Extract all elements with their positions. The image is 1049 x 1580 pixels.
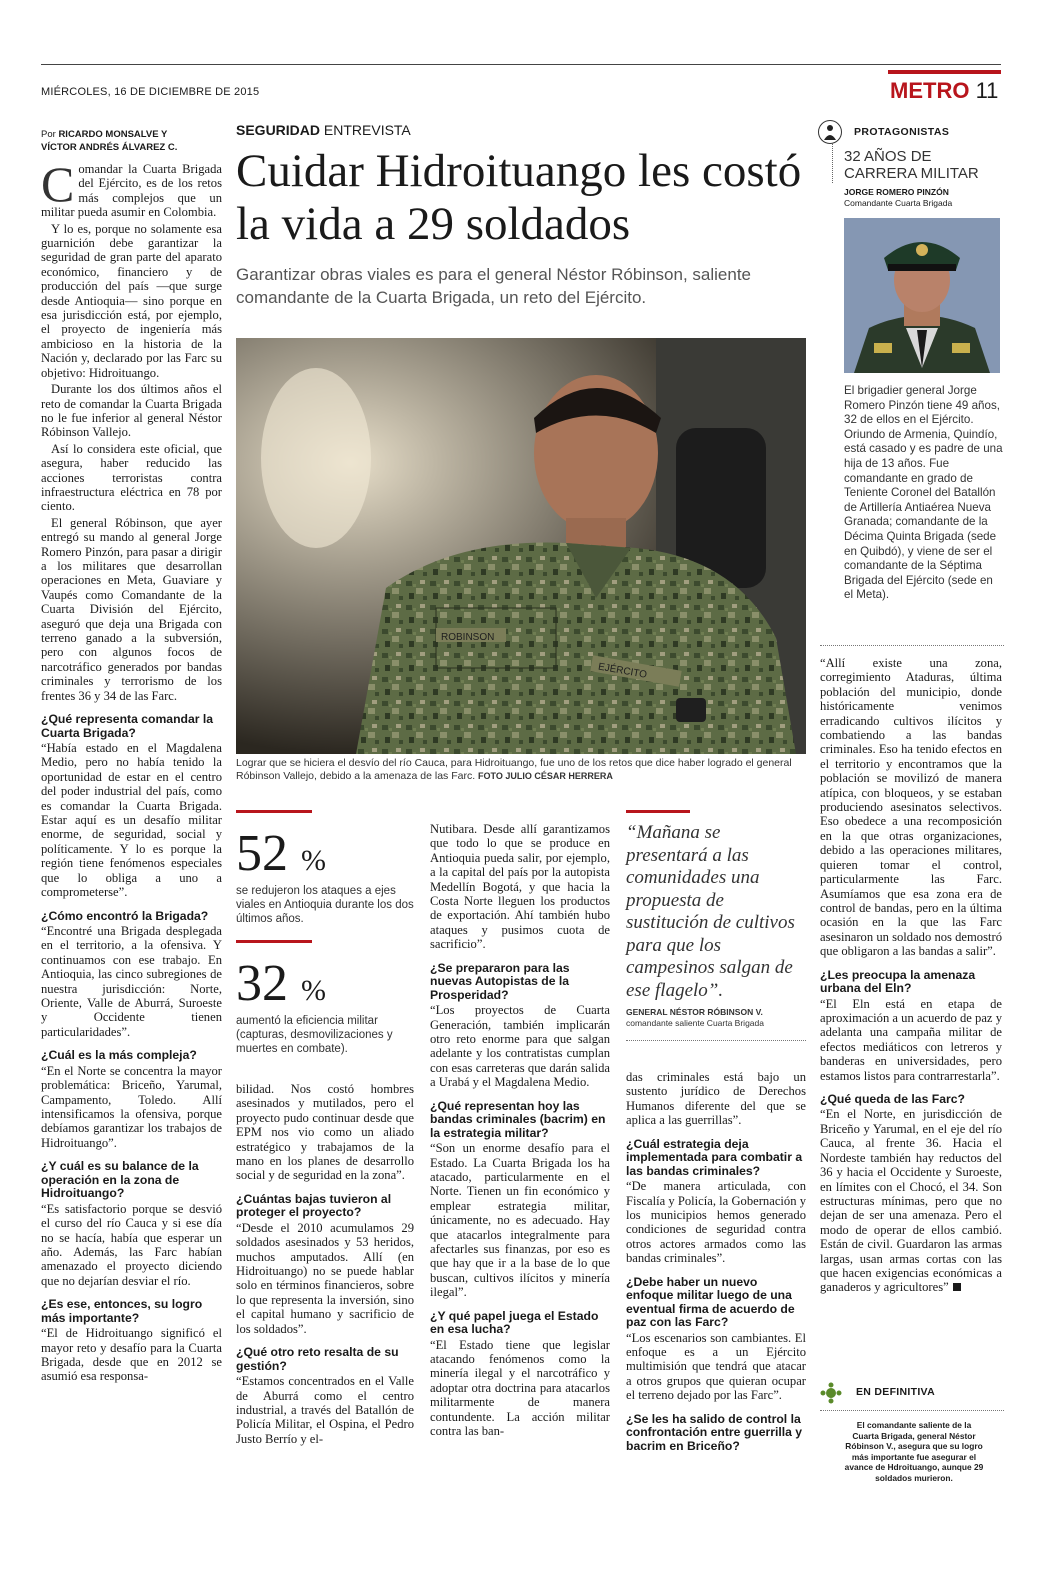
interview-question: ¿Cuántas bajas tuvieron al proteger el proyecto? <box>236 1191 392 1220</box>
summary-text: El comandante saliente de la Cuarta Brigada, general Néstor Róbinson V., asegura que su logro más importante fue asegurar el avance de Hdroituango, aunque 29 soldados murieron. <box>844 1420 984 1483</box>
profile-photo <box>844 218 1000 373</box>
main-photo <box>236 338 806 754</box>
person-icon <box>818 120 842 144</box>
end-mark <box>953 1283 961 1291</box>
page-number: 11 <box>975 78 999 103</box>
interview-answer: “Los proyectos de Cuarta Generación, también implicarán otro reto enorme para que salgan adelante y los contratistas cumplan con esas carreteras que darán salida a Urabá y el Magdalena Medio. <box>430 1003 610 1090</box>
interview-answer: “Estamos concentrados en el Valle de Aburrá como el centro industrial, a través del Batallón de Policía Militar, el Ospina, el Pedro Justo Berrío y el- <box>236 1374 414 1446</box>
interview-answer: “Encontré una Brigada desplegada en el territorio, a la ofensiva. Y continuamos con ese trabajo. En Antioquia, las cinco subregiones de nuestra jurisdicción: Norte, Oriente, Valle de Aburrá, Suroeste y Occidente tienen particularidades”. <box>41 924 222 1039</box>
interview-answer: “El Estado tiene que legislar atacando fenómenos como la minería ilegal y el narcotráfico y adoptar otra doctrina para atacarlos militarmente de manera contundente. La acción militar contra las ban- <box>430 1337 610 1438</box>
interview-answer: “En el Norte, en jurisdicción de Briceño y Yarumal, en el eje del río Cauca, al frente 36. Hacia el Nordeste también hay reductos del 36 y hacia el Occidente y Suroeste, en límites con el Chocó, el 34. Son estructuras mínimas, pero que no dejan de ser una amenaza. Pero el modo de operar de ellos cambió. Están de civil. Guardaron las armas largas, usan armas cortas con las que hacen exigencias económicas a ganaderos y agricultores” <box>820 1107 1002 1295</box>
profile-bio: El brigadier general Jorge Romero Pinzón tiene 49 años, 32 de ellos en el Ejército. Oriundo de Armenia, Quindío, está casado y es padre de una hija de 13 años. Fue comandante en grado de Teniente Coronel del Batallón de Artillería Antiaérea Nueva Granada; comandante de la Décima Quinta Brigada (sede en Quibdó), y viene de ser el comandante de la Séptima Brigada del Ejército (sede en el Meta). <box>844 384 1003 602</box>
interview-answer: “Allí existe una zona, corregimiento Ataduras, última población del municipio, donde históricamente venimos erradicando cultivos ilícitos y combatiendo a las bandas criminales. Eso ha tenido efectos en el territorio y encontramos que la población se movilizó de manera atípica, con bloqueos, y se estaban produciendo asesinatos selectivos. Eso obedece a una recomposición en la que otras organizaciones, debido a las operaciones militares, quieren tomar el control, particularmente las Farc. Asumíamos que esa zona era de control de bandas, pero en la última ocasión en la que las Farc asesinaron un soldado nos demostró que obligaron a las bandas a salir”. <box>820 656 1002 959</box>
kicker-section: SEGURIDAD <box>236 122 321 138</box>
interview-answer: “El de Hidroituango significó el mayor reto y desafío para la Cuarta Brigada, desde que en 2012 se asumió esa responsa- <box>41 1326 222 1384</box>
summary-icon <box>820 1382 842 1404</box>
interview-question: ¿Es ese, entonces, su logro más importante? <box>41 1297 203 1325</box>
issue-date: MIÉRCOLES, 16 DE DICIEMBRE DE 2015 <box>41 86 260 98</box>
general-robinson-photo <box>236 338 806 754</box>
column-3 <box>430 822 610 1440</box>
body-paragraph: bilidad. Nos costó hombres asesinados y mutilados, pero el proyecto pudo continuar desde que EPM nos vio como un aliado estratégico y trabajamos de la mano en los planes de desarrollo social y de seguridad en la zona”. <box>236 1082 414 1183</box>
body-paragraph: El general Róbinson, que ayer entregó su mando al general Jorge Romero Pinzón, para pasar a dirigir a los militares que desarrollan operaciones en Meta, Guaviare y Vaupés como Comandante de la Cuarta División del Ejército, aseguró que deja una Brigada con terreno ganado a la subversión, pero con algunos focos de narcotráfico generados por bandas criminales y terrorismo de los frentes 36 y 34 de las Farc. <box>41 515 222 703</box>
profile-role: Comandante Cuarta Brigada <box>844 198 953 208</box>
stat-2-number: 32 % <box>236 955 326 1012</box>
divider <box>626 1040 806 1041</box>
byline-author-1: RICARDO MONSALVE Y <box>58 129 168 140</box>
general-romero-photo <box>844 218 1000 373</box>
column-5 <box>820 656 1002 1297</box>
section-name: METRO <box>890 78 970 103</box>
quote-author: GENERAL NÉSTOR RÓBINSON V. <box>626 1007 763 1017</box>
body-paragraph: Y lo es, porque no solamente esa guarnición debe garantizar la seguridad de gran parte del aparato económico, financiero y de producción del país —que surge desde Antioquia— sino porque en esa jurisdicción está, por ejemplo, el proyecto de ingeniería más ambicioso en la historia de la Nación y, declarado por las Farc su objetivo: Hidroituango. <box>41 221 222 380</box>
kicker-type: ENTREVISTA <box>323 122 411 138</box>
sidebar-connector <box>832 143 834 183</box>
army-tape-text: EJÉRCITO <box>597 661 648 681</box>
interview-answer: “Los escenarios son cambiantes. El enfoque es a un Ejército multimisión que tendrá que atacar a otros grupos que quieran ocupar el terreno dejado por las Farc”. <box>626 1330 806 1403</box>
interview-question: ¿Se les ha salido de control la confrontación entre guerrilla y bacrim en Briceño? <box>626 1411 803 1453</box>
interview-question: ¿Debe haber un nuevo enfoque militar luego de una eventual firma de acuerdo de paz con las Farc? <box>626 1274 795 1330</box>
interview-answer: “El Eln está en etapa de aproximación a un acuerdo de paz y adelanta una campaña militar de efectos mediáticos con letreros y banderas en universidades, pero estamos listos para contrarrestarla”. <box>820 996 1002 1083</box>
interview-answer: “De manera articulada, con Fiscalía y Policía, la Gobernación y los municipios hemos generado condiciones de seguridad contra otros actores armados como las bandas criminales”. <box>626 1179 806 1266</box>
byline <box>41 128 226 154</box>
quote-author-role: comandante saliente Cuarta Brigada <box>626 1018 764 1028</box>
body-paragraph: Durante los dos últimos años el reto de comandar la Cuarta Brigada no le fue inferior al general Néstor Róbinson Vallejo. <box>41 382 222 440</box>
divider <box>820 645 1004 646</box>
interview-answer: “Había estado en el Magdalena Medio, pero no había tenido la oportunidad de estar en el centro del poder industrial del país, como es comandar la Cuarta Brigada. Estar aquí es un desafío militar enorme, de seguridad, social y políticamente. Y lo es porque la región tiene fenómenos especiales que lo obliga a uno a comprometerse”. <box>41 741 222 900</box>
byline-author-2: VÍCTOR ANDRÉS ÁLVAREZ C. <box>41 142 178 153</box>
body-paragraph: das criminales está bajo un sustento jurídico de Derechos Humanos diferente del que se aplica a las guerrillas”. <box>626 1070 806 1128</box>
top-rule <box>41 64 1001 65</box>
stat-1-number: 52 % <box>236 825 326 882</box>
stat-2-text: aumentó la eficiencia militar (capturas, desmovilizaciones y muertes en combate). <box>236 1015 393 1055</box>
stat-rule <box>236 940 312 943</box>
pull-quote: “Mañana se presentará a las comunidades una propuesta de sustitución de cultivos para que los campesinos salgan de ese flagelo”. <box>626 822 795 1001</box>
photo-credit: FOTO JULIO CÉSAR HERRERA <box>478 771 613 781</box>
intro-paragraph: Comandar la Cuarta Brigada del Ejército, es de los retos más complejos que un militar pueda asumir en Colombia. <box>41 156 222 220</box>
interview-question: ¿Les preocupa la amenaza urbana del Eln? <box>820 967 976 996</box>
interview-question: ¿Y qué papel juega el Estado en esa lucha? <box>430 1308 599 1337</box>
body-paragraph: Nutibara. Desde allí garantizamos que todo lo que se produce en Antioquia pueda salir, por ejemplo, a la capital del país por la autopista Medellín Bogotá, y que hacia la Costa Norte lleguen los productos de exportación. Ahí también hubo ataques y pusimos cuota de sacrificio”. <box>430 822 610 952</box>
kicker <box>236 122 411 138</box>
interview-question: ¿Cuál estrategia deja implementada para combatir a las bandas criminales? <box>626 1136 803 1178</box>
interview-question: ¿Cuál es la más compleja? <box>41 1048 197 1063</box>
byline-prefix: Por <box>41 129 56 140</box>
column-4 <box>626 1070 806 1454</box>
divider <box>820 1410 1004 1411</box>
drop-cap: C <box>41 156 75 212</box>
interview-question: ¿Qué queda de las Farc? <box>820 1091 965 1106</box>
section-accent-bar <box>888 70 1001 74</box>
quote-rule <box>626 810 690 813</box>
protagonists-label: PROTAGONISTAS <box>854 126 950 138</box>
caption-text: Lograr que se hiciera el desvío del río Cauca, para Hidroituango, fue uno de los retos que dice haber logrado el general Róbinson Vallejo, debido a la amenaza de las Farc. <box>236 757 792 782</box>
photo-caption <box>236 757 806 783</box>
column-2 <box>236 1082 414 1448</box>
interview-answer: “Es satisfactorio porque se desvió el curso del río Cauca y si ese día no se hacía, había que esperar un año. Además, las Farc habían amenazado el proyecto diciendo que no dejarían desviar el río. <box>41 1201 222 1288</box>
body-paragraph: Así lo considera este oficial, que asegura, haber reducido las acciones terroristas contra infraestructura eléctrica en 78 por ciento. <box>41 441 222 514</box>
section-header <box>890 78 998 104</box>
interview-answer: “Son un enorme desafío para el Estado. La Cuarta Brigada los ha atacado, particularmente en el Norte. Tienen un fin económico y emplear estrategia militar, únicamente, no es adecuado. Hay que atacarlos integralmente para afectarles sus finanzas, por eso es que hay que ir a la base de lo que buscan, cultivos ilícitos y minería ilegal”. <box>430 1141 610 1300</box>
subheadline: Garantizar obras viales es para el general Néstor Róbinson, saliente comandante de la Cuarta Brigada, un reto del Ejército. <box>236 265 751 307</box>
summary-title: EN DEFINITIVA <box>856 1386 935 1398</box>
headline: Cuidar Hidroituango les costó la vida a 29 soldados <box>236 145 802 250</box>
interview-question: ¿Cómo encontró la Brigada? <box>41 908 209 923</box>
interview-answer: “Desde el 2010 acumulamos 29 soldados asesinados y 53 heridos, muchos amputados. Allí (en Hidroituango) no se puede hablar solo en términos financieros, sobre lo que representa la inversión, sino el capital humano y sacrificio de los soldados”. <box>236 1220 414 1336</box>
stat-rule <box>236 810 312 813</box>
career-title: 32 AÑOS DE CARRERA MILITAR <box>844 148 979 182</box>
stat-1-text: se redujeron los ataques a ejes viales en Antioquia durante los dos últimos años. <box>236 885 414 925</box>
interview-question: ¿Qué otro reto resalta de su gestión? <box>236 1345 399 1373</box>
interview-question: ¿Se prepararon para las nuevas Autopistas de la Prosperidad? <box>430 960 570 1002</box>
interview-question: ¿Y cuál es su balance de la operación en la zona de Hidroituango? <box>41 1159 199 1201</box>
profile-name: JORGE ROMERO PINZÓN <box>844 187 949 197</box>
interview-question: ¿Qué representan hoy las bandas criminales (bacrim) en la estrategia militar? <box>430 1098 606 1140</box>
interview-question: ¿Qué representa comandar la Cuarta Brigada? <box>41 712 214 740</box>
column-1 <box>41 156 222 1386</box>
interview-answer: “En el Norte se concentra la mayor problemática: Briceño, Yarumal, Campamento, Toledo. Allí intensificamos la ofensiva, porque debíamos garantizar los trabajos de Hidroituango”. <box>41 1063 222 1150</box>
name-tape-text: ROBINSON <box>441 632 495 643</box>
pull-quote-attribution <box>626 1007 806 1029</box>
